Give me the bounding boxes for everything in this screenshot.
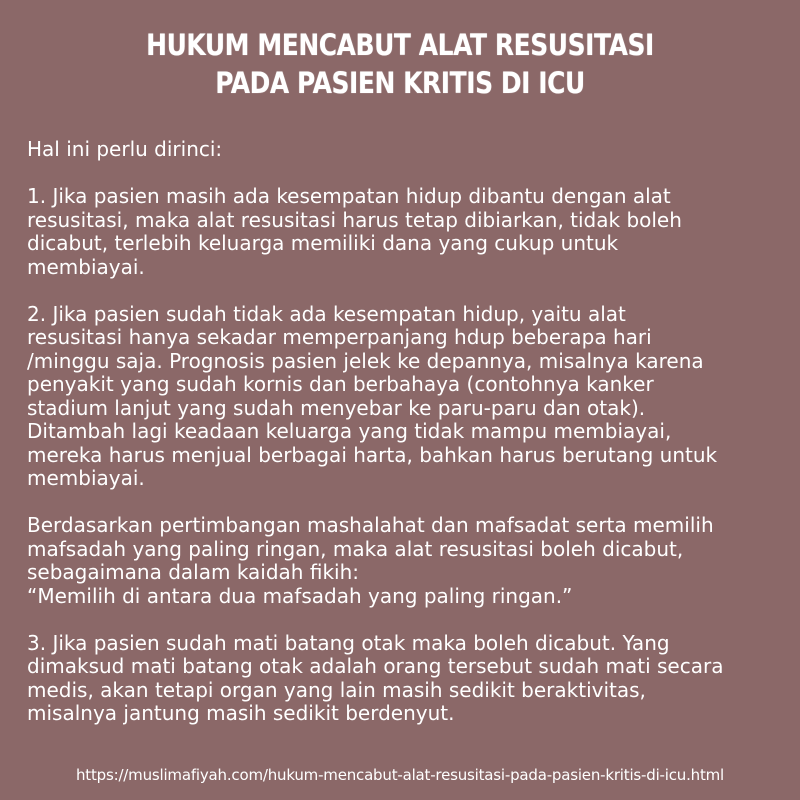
title-line-2: PADA PASIEN KRITIS DI ICU [215,66,585,100]
text-line: medis, akan tetapi organ yang lain masih sedikit beraktivitas, [27,677,646,702]
text-line: Berdasarkan pertimbangan mashalahat dan mafsadat serta memilih [27,513,714,537]
text-line: membiayai. [27,254,145,279]
text-line: mereka harus menjual berbagai harta, bahkan harus berutang untuk [27,442,718,467]
text-line: sebagaimana dalam kaidah fikih: [27,560,359,584]
article-body [27,138,787,749]
text-line: 1. Jika pasien masih ada kesempatan hidup dibantu dengan alat [27,184,671,208]
text-line: /minggu saja. Prognosis pasien jelek ke depannya, misalnya karena [27,348,704,373]
text-line: resusitasi hanya sekadar memperpanjang hdup beberapa hari [27,325,652,349]
text-line: resusitasi, maka alat resusitasi harus tetap dibiarkan, tidak boleh [27,207,682,232]
poster-title [56,26,744,102]
paragraph-consideration [27,514,787,608]
text-line: membiayai. [27,466,145,490]
text-line: dicabut, terlebih keluarga memiliki dana yang cukup untuk [27,231,619,255]
title-line-1: HUKUM MENCABUT ALAT RESUSITASI [146,28,654,62]
text-line: 3. Jika pasien sudah mati batang otak maka boleh dicabut. Yang [27,630,670,655]
quote-line: “Memilih di antara dua mafsadah yang paling ringan.” [27,583,573,608]
paragraph-intro [27,138,787,162]
text-line: penyakit yang sudah kornis dan berbahaya (contohnya kanker [27,372,654,396]
text-line: mafsadah yang paling ringan, maka alat resusitasi boleh dicabut, [27,536,684,561]
paragraph-point-1 [27,185,787,279]
text-line: Ditambah lagi keadaan keluarga yang tidak mampu membiayai, [27,419,672,443]
paragraph-point-2 [27,303,787,491]
source-url: https://muslimafiyah.com/hukum-mencabut-alat-resusitasi-pada-pasien-kritis-di-icu.html [75,766,725,784]
text-line: 2. Jika pasien sudah tidak ada kesempatan hidup, yaitu alat [27,301,626,326]
text-line: dimaksud mati batang otak adalah orang tersebut sudah mati secara [27,654,724,678]
text-line: stadium lanjut yang sudah menyebar ke paru-paru dan otak). [27,395,646,420]
paragraph-point-3 [27,632,787,726]
text-line: Hal ini perlu dirinci: [27,137,223,161]
text-line: misalnya jantung masih sedikit berdenyut. [27,701,455,725]
